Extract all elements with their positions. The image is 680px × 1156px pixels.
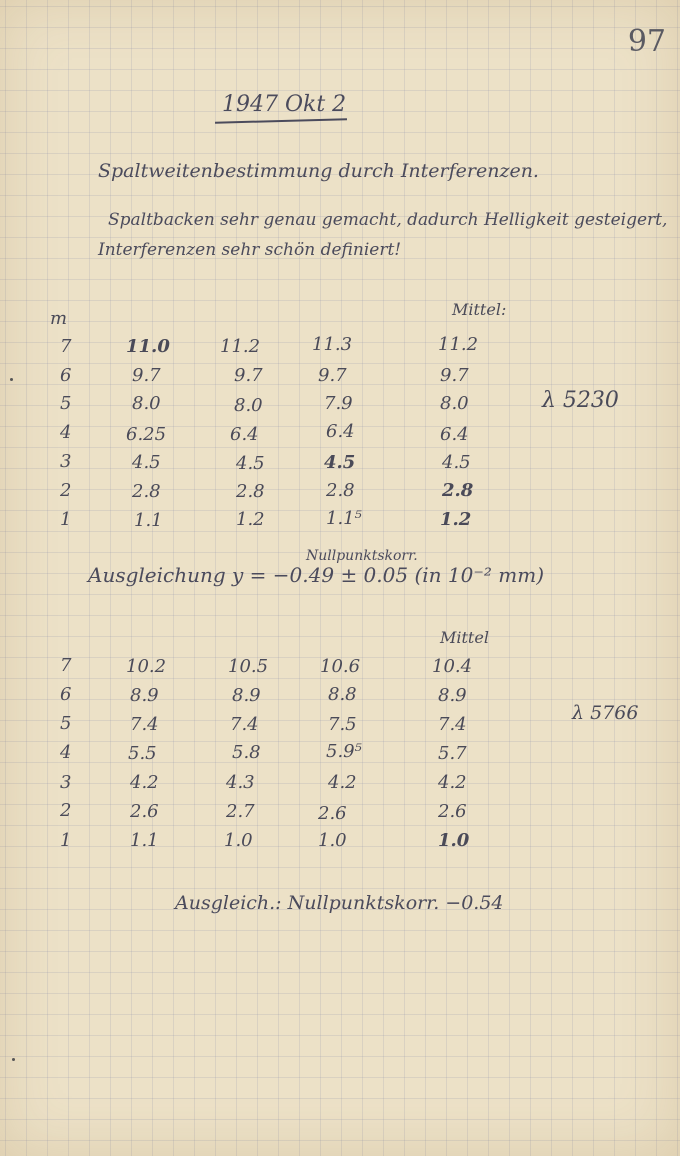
nullpunkt-label: Nullpunktskorr.: [306, 548, 418, 564]
row-n: 4: [60, 422, 72, 443]
value-mittel: 2.6: [438, 801, 467, 822]
ausgleichung-result-2: Ausgleich.: Nullpunktskorr. −0.54: [175, 892, 504, 914]
value-b: 5.8: [232, 742, 261, 763]
value-mittel: 1.2: [440, 509, 472, 530]
value-b: 1.2: [236, 509, 265, 530]
row-n: 6: [60, 365, 72, 386]
row-n: 6: [60, 684, 72, 705]
value-c: 2.6: [318, 803, 347, 824]
value-c: 5.9⁵: [326, 741, 362, 762]
value-a: 8.9: [130, 685, 159, 706]
paper-speck: [12, 1058, 15, 1061]
title-underline: [215, 118, 347, 123]
value-mittel: 8.9: [438, 685, 467, 706]
paper-speck: [10, 378, 13, 381]
value-mittel: 9.7: [440, 365, 469, 386]
ausgleichung-result-1: Ausgleichung y = −0.49 ± 0.05 (in 10⁻² mm): [88, 563, 544, 587]
value-a: 8.0: [132, 393, 161, 414]
value-mittel: 5.7: [438, 743, 467, 764]
value-c: 7.5: [328, 714, 357, 735]
value-a: 6.25: [126, 424, 167, 445]
value-mittel: 10.4: [432, 656, 473, 677]
header-mittel: Mittel:: [452, 300, 507, 319]
wavelength-label-2: λ 5766: [572, 702, 639, 724]
row-n: 3: [60, 772, 72, 793]
row-n: 4: [60, 742, 72, 763]
value-c: 4.2: [328, 772, 357, 793]
value-b: 9.7: [234, 365, 263, 386]
value-a: 1.1: [130, 830, 159, 851]
section-heading: Spaltweitenbestimmung durch Interferenzen.: [98, 160, 539, 182]
value-b: 8.0: [234, 395, 263, 416]
value-c: 6.4: [326, 421, 355, 442]
value-a: 10.2: [126, 656, 167, 677]
value-b: 6.4: [230, 424, 259, 445]
row-n: 2: [60, 800, 72, 821]
header-n: m: [50, 308, 68, 329]
value-mittel: 7.4: [438, 714, 467, 735]
page-number: 97: [627, 24, 666, 59]
row-n: 1: [60, 509, 72, 530]
value-b: 2.7: [226, 801, 255, 822]
value-c: 2.8: [326, 480, 355, 501]
value-c: 10.6: [320, 656, 361, 677]
value-b: 8.9: [232, 685, 261, 706]
value-mittel: 2.8: [442, 480, 474, 501]
value-a: 2.6: [130, 801, 159, 822]
value-b: 7.4: [230, 714, 259, 735]
header-mittel: Mittel: [440, 628, 489, 647]
row-n: 1: [60, 830, 72, 851]
page-title: 1947 Okt 2: [222, 92, 347, 117]
value-a: 4.5: [132, 452, 161, 473]
value-a: 4.2: [130, 772, 159, 793]
value-c: 8.8: [328, 684, 357, 705]
row-n: 5: [60, 393, 72, 414]
row-n: 3: [60, 451, 72, 472]
value-a: 7.4: [130, 714, 159, 735]
value-a: 9.7: [132, 365, 161, 386]
wavelength-label-1: λ 5230: [542, 388, 619, 413]
value-c: 1.0: [318, 830, 347, 851]
value-b: 4.5: [236, 453, 265, 474]
value-c: 11.3: [312, 334, 353, 355]
value-mittel: 8.0: [440, 393, 469, 414]
value-mittel: 1.0: [438, 830, 470, 851]
value-mittel: 11.2: [438, 334, 479, 355]
value-b: 2.8: [236, 481, 265, 502]
value-c: 7.9: [324, 393, 353, 414]
value-mittel: 4.5: [442, 452, 471, 473]
value-c: 4.5: [324, 452, 356, 473]
value-b: 1.0: [224, 830, 253, 851]
value-mittel: 6.4: [440, 424, 469, 445]
value-c: 9.7: [318, 365, 347, 386]
row-n: 7: [60, 336, 72, 357]
value-a: 5.5: [128, 743, 157, 764]
row-n: 7: [60, 655, 72, 676]
note-line-1: Spaltbacken sehr genau gemacht, dadurch Helligkeit gesteigert,: [108, 210, 668, 230]
value-b: 11.2: [220, 336, 261, 357]
note-line-2: Interferenzen sehr schön definiert!: [98, 240, 402, 260]
value-mittel: 4.2: [438, 772, 467, 793]
value-c: 1.1⁵: [326, 508, 362, 529]
value-b: 4.3: [226, 772, 255, 793]
value-a: 1.1: [134, 510, 163, 531]
value-a: 11.0: [126, 336, 170, 357]
row-n: 2: [60, 480, 72, 501]
value-a: 2.8: [132, 481, 161, 502]
value-b: 10.5: [228, 656, 269, 677]
row-n: 5: [60, 713, 72, 734]
